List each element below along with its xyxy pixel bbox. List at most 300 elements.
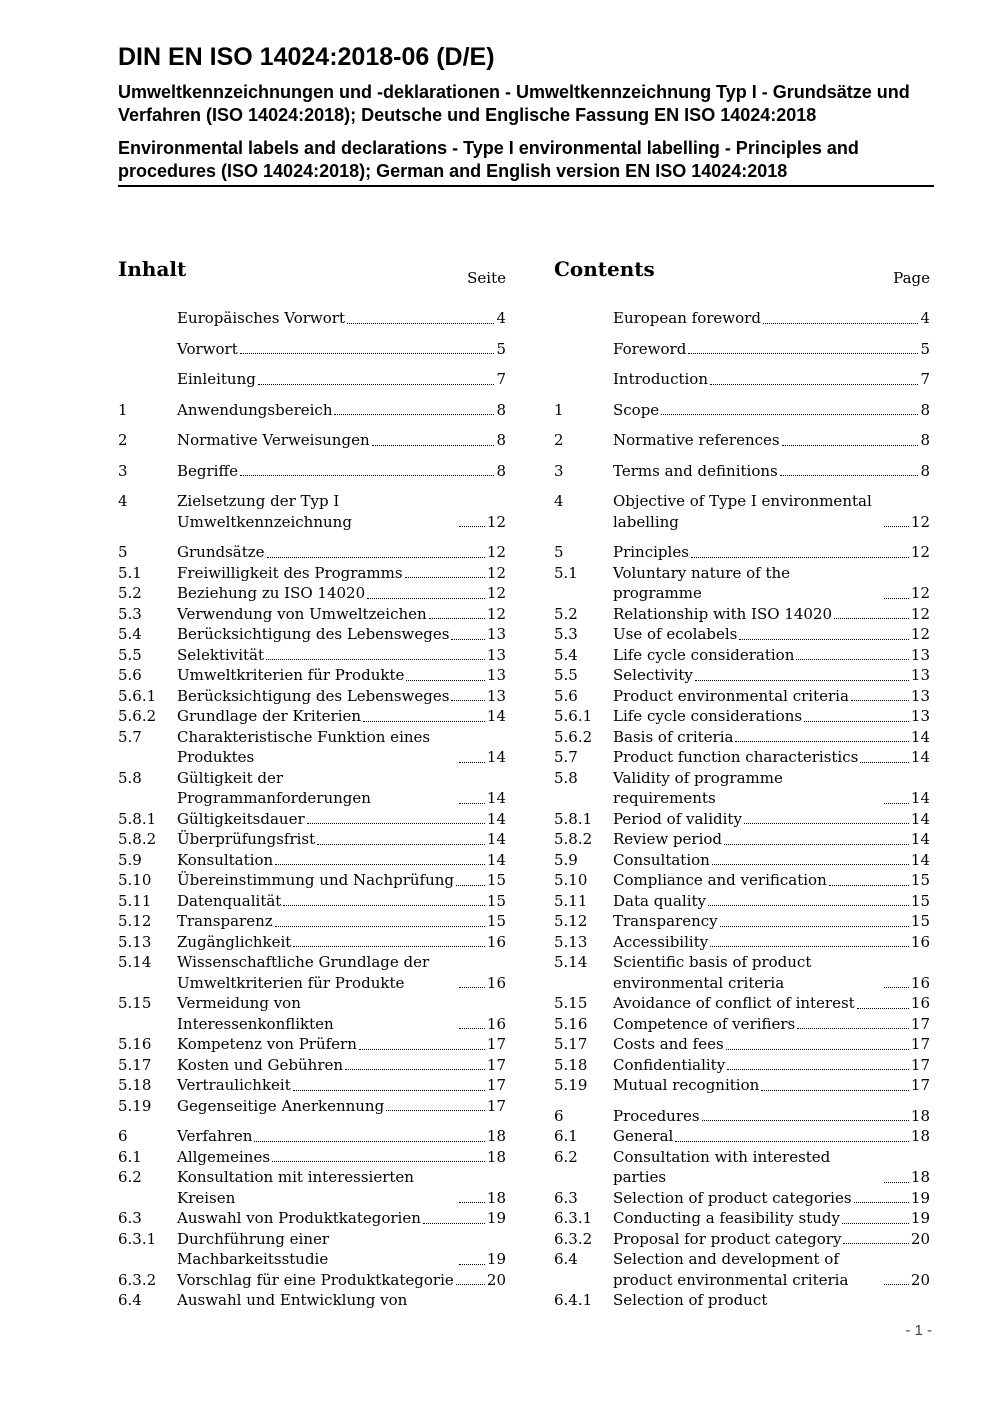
toc-entry-number: 5.13 [118,932,152,951]
toc-entry-number: 5.19 [118,1096,152,1115]
toc-entry-number: 6.1 [554,1127,578,1145]
toc-entry-page: 15 [486,891,506,910]
dot-leader [459,1264,485,1265]
toc-entry-label: General [613,1127,674,1145]
toc-german-heading: Inhalt [118,257,187,281]
toc-entry-number: 5.2 [554,604,578,623]
toc-entry-page: 14 [486,707,506,725]
toc-entry-number: 6 [118,1127,128,1145]
toc-entry-page: 7 [920,370,930,388]
toc-entry[interactable] [118,491,506,532]
toc-entry[interactable] [118,624,506,645]
dot-leader [345,1069,485,1070]
toc-entry-number: 6.3.2 [554,1229,593,1248]
toc-entry-number: 5.17 [554,1035,588,1053]
toc-entry[interactable] [118,583,506,604]
dot-leader [459,762,485,763]
toc-entry-label: Gegenseitige Anerkennung [177,1096,385,1115]
toc-entry-number: 5.4 [118,625,142,643]
toc-entry-label: Wissenschaftliche Grundlage der Umweltkriterien für Produkte [177,953,430,992]
toc-entry-label: Use of ecolabels [613,625,738,643]
dot-leader [857,1008,909,1009]
dot-leader [780,475,919,476]
toc-entry[interactable] [554,542,930,563]
toc-entry[interactable] [118,686,506,707]
toc-entry[interactable] [554,1126,930,1147]
toc-entry-label: Selection of product [613,1291,768,1309]
toc-entry-label: Normative Verweisungen [177,431,370,449]
toc-entry[interactable] [118,891,506,912]
toc-entry[interactable] [554,809,930,830]
toc-entry[interactable] [118,461,506,482]
toc-entry[interactable] [554,461,930,482]
dot-leader [429,618,485,619]
dot-leader [405,577,485,578]
toc-entry[interactable] [554,1208,930,1229]
toc-entry-label: Durchführung einer Machbarkeitsstudie [177,1229,330,1268]
toc-entry-number: 5.8 [118,768,142,787]
toc-entry-number: 5.16 [554,1014,588,1033]
dot-leader [834,618,909,619]
dot-leader [843,1243,908,1244]
toc-entry-number: 6.3 [554,1188,578,1207]
toc-entry[interactable] [554,1229,930,1250]
dot-leader [854,1202,909,1203]
toc-entry[interactable] [118,809,506,830]
toc-entry-page: 12 [486,563,506,582]
toc-entry-page: 14 [486,850,506,869]
toc-entry[interactable] [554,604,930,625]
toc-entry[interactable] [554,339,930,360]
toc-entry[interactable] [118,993,506,1034]
toc-entry-label: Konsultation mit interessierten Kreisen [177,1168,414,1207]
toc-entry[interactable] [118,1290,506,1311]
dot-leader [275,864,485,865]
toc-entry-page: 13 [910,686,930,705]
dot-leader [317,844,485,845]
toc-entry[interactable] [118,1096,506,1117]
toc-entry-number: 6.2 [554,1147,578,1166]
toc-entry-label: Begriffe [177,461,239,480]
dot-leader [459,526,485,527]
dot-leader [884,598,908,599]
toc-entry-number: 5.18 [118,1076,152,1094]
toc-entry-label: Allgemeines [177,1147,271,1166]
dot-leader [739,639,909,640]
toc-entry[interactable] [554,1106,930,1127]
toc-entry-label: Selektivität [177,645,265,664]
toc-entry-page: 14 [486,830,506,848]
toc-entry-label: Zielsetzung der Typ I Umweltkennzeichnung [177,492,352,531]
toc-entry[interactable] [118,911,506,932]
toc-entry-page: 13 [910,707,930,725]
toc-entry-label: Introduction [613,370,708,388]
toc-entry[interactable] [554,768,930,809]
toc-entry-number: 5.19 [554,1076,588,1094]
toc-entry-number: 5.8.1 [118,809,157,828]
toc-entry-label: Grundlage der Kriterien [177,707,362,725]
toc-entry-number: 5.8 [554,768,578,787]
dot-leader [691,557,909,558]
dot-leader [347,323,494,324]
toc-entry[interactable] [554,563,930,604]
toc-entry-label: Zugänglichkeit [177,932,292,951]
toc-entry-number: 5.11 [554,891,588,910]
dot-leader [275,926,485,927]
toc-entry[interactable] [554,400,930,421]
toc-entry-number: 5.9 [554,850,578,869]
toc-entry[interactable] [554,829,930,850]
toc-entry-number: 6.3.1 [554,1209,593,1227]
toc-entry[interactable] [554,645,930,666]
toc-entry-page: 16 [486,973,506,992]
toc-entry-number: 5.6 [118,666,142,684]
toc-entry-label: Compliance and verification [613,871,827,889]
toc-entry-label: Mutual recognition [613,1076,760,1094]
dot-leader [240,475,494,476]
toc-entry[interactable] [554,747,930,768]
dot-leader [688,353,918,354]
toc-entry-number: 5.16 [118,1035,152,1053]
toc-entry-page: 13 [486,666,506,684]
toc-entry-page: 17 [486,1055,506,1074]
toc-entry-page: 17 [486,1096,506,1115]
toc-entry[interactable] [118,563,506,584]
toc-entry-label: Confidentiality [613,1055,726,1074]
dot-leader [456,1284,485,1285]
toc-entry-number: 6.3.2 [118,1270,157,1289]
toc-entry-label: Validity of programme requirements [613,768,783,807]
dot-leader [267,557,485,558]
toc-entry[interactable] [554,891,930,912]
toc-entry[interactable] [554,952,930,993]
toc-entry-number: 5.11 [118,891,152,910]
toc-entry-page: 8 [920,431,930,449]
toc-entry-label: Gültigkeitsdauer [177,809,305,828]
toc-entry-page: 13 [486,686,506,705]
toc-entry-page: 14 [910,850,930,869]
dot-leader [851,700,909,701]
toc-entry-label: Consultation [613,850,710,869]
toc-entry-label: Vermeidung von Interessenkonflikten [177,994,334,1033]
toc-entry-page: 19 [910,1209,930,1227]
toc-entry-label: Conducting a feasibility study [613,1209,840,1227]
dot-leader [804,721,909,722]
toc-entry-number: 6.3 [118,1209,142,1227]
toc-entry[interactable] [118,850,506,871]
toc-entry[interactable] [554,1249,930,1290]
toc-entry[interactable] [554,369,930,390]
toc-entry-number: 5.6.2 [554,727,593,746]
toc-german-list [118,308,506,1311]
toc-entry-number: 5 [554,543,564,561]
toc-entry-page: 17 [910,1014,930,1033]
toc-entry[interactable] [118,870,506,891]
dot-leader [829,885,909,886]
dot-leader [884,1182,908,1183]
dot-leader [363,721,485,722]
toc-entry-page: 20 [910,1229,930,1248]
toc-entry[interactable] [118,1126,506,1147]
toc-entry[interactable] [118,400,506,421]
toc-entry-label: Voluntary nature of the programme [613,563,791,602]
toc-entry-page: 13 [486,645,506,664]
toc-entry-page: 15 [486,871,506,889]
toc-entry-page: 18 [486,1147,506,1166]
toc-entry-number: 6.4 [554,1250,578,1268]
toc-entry[interactable] [554,430,930,451]
dot-leader [367,598,485,599]
toc-entry-page: 12 [486,604,506,623]
toc-entry-label: Vorschlag für eine Produktkategorie [177,1270,454,1289]
toc-entry-page: 12 [486,543,506,561]
toc-entry[interactable] [554,491,930,532]
dot-leader [735,741,908,742]
toc-entry-number: 4 [118,492,128,510]
toc-entry-number: 5.5 [118,645,142,664]
dot-leader [451,700,484,701]
toc-entry-number: 5.5 [554,666,578,684]
toc-entry-number: 5 [118,543,128,561]
toc-entry[interactable] [118,1147,506,1168]
toc-entry-number: 6 [554,1106,564,1125]
toc-entry-number: 5.8.2 [554,830,593,848]
toc-entry[interactable] [118,1167,506,1208]
dot-leader [661,414,918,415]
toc-entry-page: 8 [496,400,506,419]
dot-leader [386,1110,485,1111]
toc-entry[interactable] [118,308,506,329]
toc-entry-page: 8 [920,461,930,480]
toc-entry-number: 5.8.1 [554,809,593,828]
toc-entry-label: Competence of verifiers [613,1014,796,1033]
toc-entry-label: Consultation with interested parties [613,1147,831,1186]
toc-entry-page: 15 [910,871,930,889]
toc-entry[interactable] [118,665,506,686]
dot-leader [406,680,485,681]
toc-entry-label: Grundsätze [177,543,265,561]
toc-entry-number: 2 [118,431,128,449]
dot-leader [359,1049,485,1050]
toc-entry-label: Kosten und Gebühren [177,1055,344,1074]
toc-entry[interactable] [554,1014,930,1035]
toc-entry-label: Konsultation [177,850,274,869]
toc-entry[interactable] [118,727,506,768]
dot-leader [293,946,485,947]
dot-leader [796,659,909,660]
toc-entry-number: 5.18 [554,1055,588,1074]
toc-entry[interactable] [554,870,930,891]
toc-entry-number: 5.8.2 [118,830,157,848]
dot-leader [459,987,485,988]
dot-leader [456,885,485,886]
toc-entry[interactable] [554,1055,930,1076]
toc-entry-page: 16 [910,932,930,951]
toc-entry[interactable] [118,829,506,850]
toc-entry-page: 4 [496,309,506,327]
dot-leader [724,844,909,845]
toc-entry[interactable] [118,706,506,727]
toc-entry[interactable] [554,911,930,932]
dot-leader [710,946,909,947]
toc-entry-label: Beziehung zu ISO 14020 [177,584,366,602]
toc-entry-number: 6.2 [118,1168,142,1186]
dot-leader [695,680,909,681]
toc-entry-label: Datenqualität [177,891,282,910]
toc-entry-label: Period of validity [613,809,742,828]
toc-entry-label: Berücksichtigung des Lebensweges [177,625,450,643]
toc-entry[interactable] [554,1075,930,1096]
toc-entry[interactable] [554,1188,930,1209]
toc-entry-number: 5.12 [118,912,152,930]
toc-entry-number: 5.9 [118,850,142,869]
toc-entry-page: 16 [910,973,930,992]
toc-entry-label: Übereinstimmung und Nachprüfung [177,871,455,889]
toc-entry[interactable] [554,1147,930,1188]
toc-entry-page: 5 [496,339,506,358]
toc-entry-label: Costs and fees [613,1035,724,1053]
toc-entry[interactable] [554,624,930,645]
toc-entry-number: 5.2 [118,584,142,602]
toc-entry[interactable] [118,542,506,563]
toc-entry-label: Product environmental criteria [613,686,849,705]
toc-entry[interactable] [554,308,930,329]
title-german: Umweltkennzeichnungen und -deklarationen - Umweltkennzeichnung Typ I - Grundsätze und Verfahren (ISO 14024:2018); Deutsche und Englische Fassung EN ISO 14024:2018 [118,82,910,125]
dot-leader [372,445,495,446]
toc-entry-number: 2 [554,431,564,449]
toc-entry-page: 12 [486,512,506,531]
toc-entry-label: Principles [613,543,689,561]
toc-entry[interactable] [554,686,930,707]
toc-entry[interactable] [554,850,930,871]
toc-entry-label: Review period [613,830,723,848]
toc-entry[interactable] [118,369,506,390]
dot-leader [763,323,919,324]
toc-entry-label: Procedures [613,1106,700,1125]
toc-entry-number: 6.3.1 [118,1229,157,1248]
dot-leader [884,803,908,804]
toc-entry-page: 12 [910,604,930,623]
toc-entry[interactable] [118,1034,506,1055]
toc-entry[interactable] [118,1270,506,1291]
toc-entry[interactable] [118,932,506,953]
toc-entry-label: Transparency [613,912,718,930]
toc-entry-page: 19 [486,1250,506,1268]
toc-entry[interactable] [118,1055,506,1076]
toc-german [118,256,506,1311]
toc-entry-number: 6.1 [118,1147,142,1166]
toc-entry-label: Umweltkriterien für Produkte [177,666,405,684]
toc-entry-label: Relationship with ISO 14020 [613,604,833,623]
toc-entry-label: Normative references [613,431,780,449]
toc-entry-page: 8 [496,461,506,480]
toc-entry-page: 14 [910,809,930,828]
toc-entry-number: 5.10 [118,871,152,889]
dot-leader [240,353,495,354]
toc-entry[interactable] [118,604,506,625]
toc-entry[interactable] [118,952,506,993]
toc-english-list [554,308,930,1311]
toc-entry-label: Scientific basis of product environmental criteria [613,953,812,992]
toc-entry-label: Objective of Type I environmental labelling [613,492,872,531]
toc-entry-number: 5.1 [554,563,578,582]
toc-entry-number: 6.4.1 [554,1291,593,1309]
toc-entry-number: 3 [118,461,128,480]
toc-entry-label: Überprüfungsfrist [177,830,316,848]
toc-entry[interactable] [118,645,506,666]
toc-entry[interactable] [554,1034,930,1055]
toc-entry[interactable] [554,727,930,748]
toc-entry-page: 17 [910,1076,930,1094]
toc-entry-page: 12 [910,543,930,561]
dot-leader [423,1223,485,1224]
toc-entry[interactable] [118,1229,506,1270]
dot-leader [712,864,909,865]
toc-entry[interactable] [554,706,930,727]
toc-entry-label: Kompetenz von Prüfern [177,1035,357,1053]
dot-leader [710,384,918,385]
toc-german-page-label: Seite [467,269,506,287]
toc-entry-label: Vertraulichkeit [177,1076,291,1094]
dot-leader [254,1141,485,1142]
toc-entry[interactable] [554,932,930,953]
toc-entry-label: Charakteristische Funktion eines Produktes [177,727,431,766]
toc-entry-page: 17 [486,1076,506,1094]
toc-entry-label: Basis of criteria [613,727,734,746]
toc-entry-page: 15 [910,891,930,910]
dot-leader [307,823,485,824]
toc-english-heading: Contents [554,257,655,281]
dot-leader [884,987,908,988]
dot-leader [744,823,909,824]
toc-entry[interactable] [554,665,930,686]
toc-entry[interactable] [118,768,506,809]
toc-entry-label: Verwendung von Umweltzeichen [177,604,427,623]
toc-entry-number: 5.7 [554,748,578,766]
toc-entry-label: Terms and definitions [613,461,778,480]
toc-entry-label: Anwendungsbereich [177,400,333,419]
toc-entry-page: 18 [910,1106,930,1125]
toc-entry-page: 18 [910,1168,930,1186]
dot-leader [726,1049,909,1050]
toc-entry-label: Vorwort [177,339,238,358]
toc-entry-label: Life cycle consideration [613,645,795,664]
toc-entry-page: 12 [486,584,506,602]
toc-entry[interactable] [554,993,930,1014]
toc-entry-number: 5.10 [554,871,588,889]
toc-entry-label: Scope [613,400,660,419]
toc-entry[interactable] [118,1208,506,1229]
toc-entry-page: 17 [486,1035,506,1053]
toc-entry[interactable] [118,430,506,451]
toc-entry[interactable] [554,1290,930,1311]
toc-entry-number: 6.4 [118,1291,142,1309]
toc-entry-page: 14 [910,789,930,807]
toc-entry[interactable] [118,339,506,360]
toc-english-page-label: Page [893,269,930,287]
toc-entry[interactable] [118,1075,506,1096]
dot-leader [459,1028,485,1029]
toc-entry-page: 18 [486,1127,506,1145]
toc-entry-number: 5.17 [118,1055,152,1074]
toc-entry-page: 14 [910,830,930,848]
dot-leader [675,1141,909,1142]
toc-entry-label: Product function characteristics [613,748,859,766]
page-number: - 1 - [905,1322,932,1339]
dot-leader [720,926,909,927]
toc-entry-label: Selection and development of product environmental criteria [613,1250,849,1289]
toc-entry-number: 5.12 [554,912,588,930]
